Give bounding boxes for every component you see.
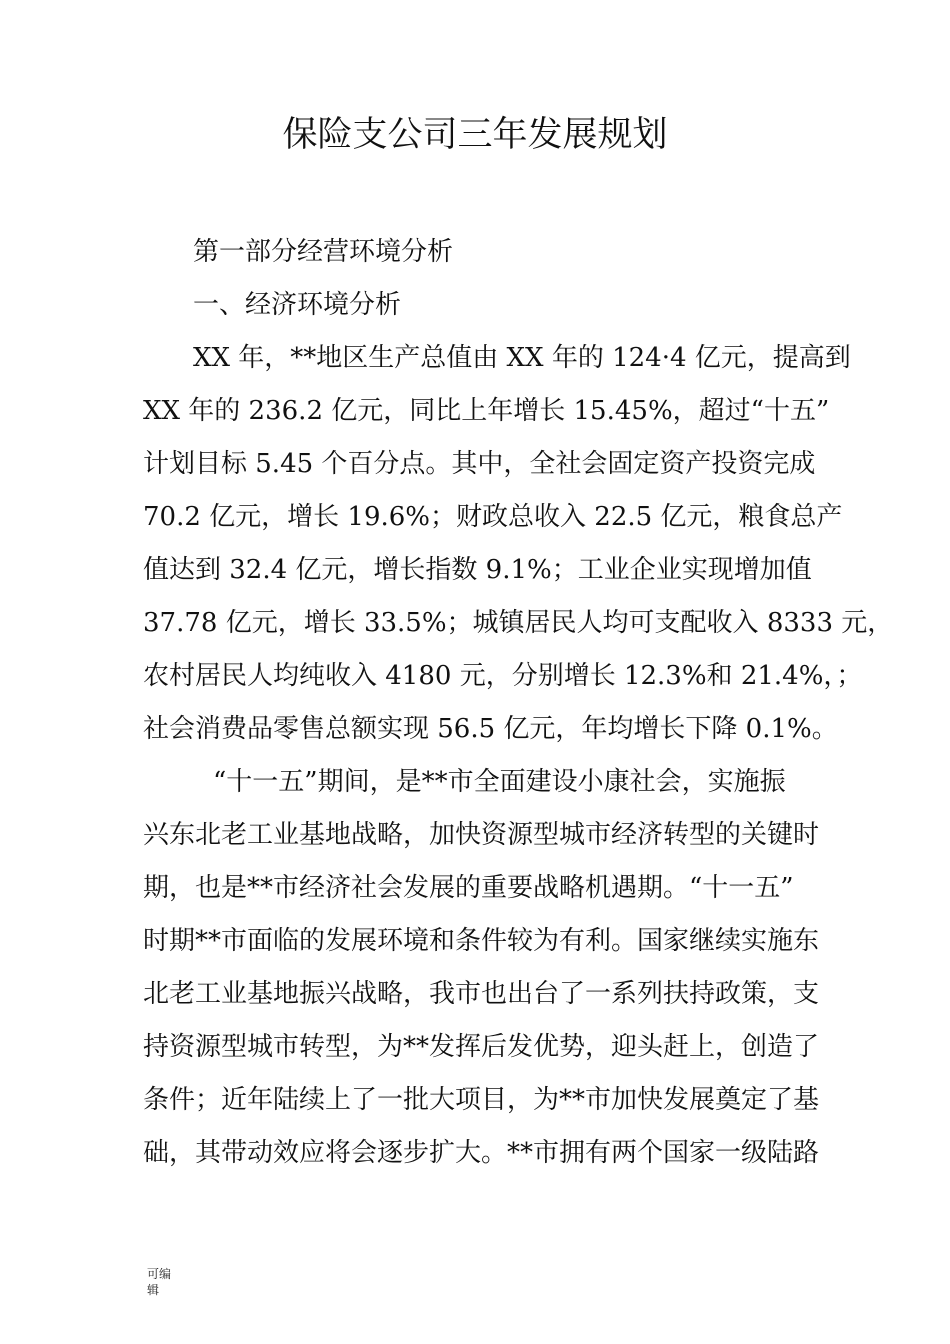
paragraph-line: 北老工业基地振兴战略，我市也出台了一系列扶持政策，支 <box>143 979 820 1009</box>
editable-footer-note: 可编辑 <box>147 1267 172 1297</box>
paragraph-line: 70.2 亿元，增长 19.6%；财政总收入 22.5 亿元，粮食总产 <box>143 502 843 532</box>
paragraph-line: 兴东北老工业基地战略，加快资源型城市经济转型的关键时 <box>143 820 820 850</box>
paragraph-line: “十一五”期间，是**市全面建设小康社会，实施振 <box>213 767 786 797</box>
paragraph-line: 农村居民人均纯收入 4180 元，分别增长 12.3%和 21.4%，； <box>143 661 863 691</box>
document-title: 保险支公司三年发展规划 <box>282 115 668 155</box>
section-heading: 一、经济环境分析 <box>193 290 402 320</box>
paragraph-line: 计划目标 5.45 个百分点。其中，全社会固定资产投资完成 <box>143 449 816 479</box>
paragraph-line: 础，其带动效应将会逐步扩大。**市拥有两个国家一级陆路 <box>143 1138 820 1168</box>
paragraph-line: 期，也是**市经济社会发展的重要战略机遇期。“十一五” <box>143 873 794 903</box>
paragraph-line: 时期**市面临的发展环境和条件较为有利。国家继续实施东 <box>143 926 820 956</box>
paragraph-line: 37.78 亿元，增长 33.5%；城镇居民人均可支配收入 8333 元， <box>143 608 894 638</box>
paragraph-line: 持资源型城市转型，为**发挥后发优势，迎头赶上，创造了 <box>143 1032 820 1062</box>
paragraph-line: 值达到 32.4 亿元，增长指数 9.1%；工业企业实现增加值 <box>143 555 812 585</box>
paragraph-line: 条件；近年陆续上了一批大项目，为**市加快发展奠定了基 <box>143 1085 820 1115</box>
part-heading: 第一部分经营环境分析 <box>193 237 454 267</box>
paragraph-line: XX 年的 236.2 亿元，同比上年增长 15.45%，超过“十五” <box>143 396 830 426</box>
paragraph-line: 社会消费品零售总额实现 56.5 亿元，年均增长下降 0.1%。 <box>143 714 838 744</box>
paragraph-line: XX 年，**地区生产总值由 XX 年的 124·4 亿元，提高到 <box>193 343 851 373</box>
